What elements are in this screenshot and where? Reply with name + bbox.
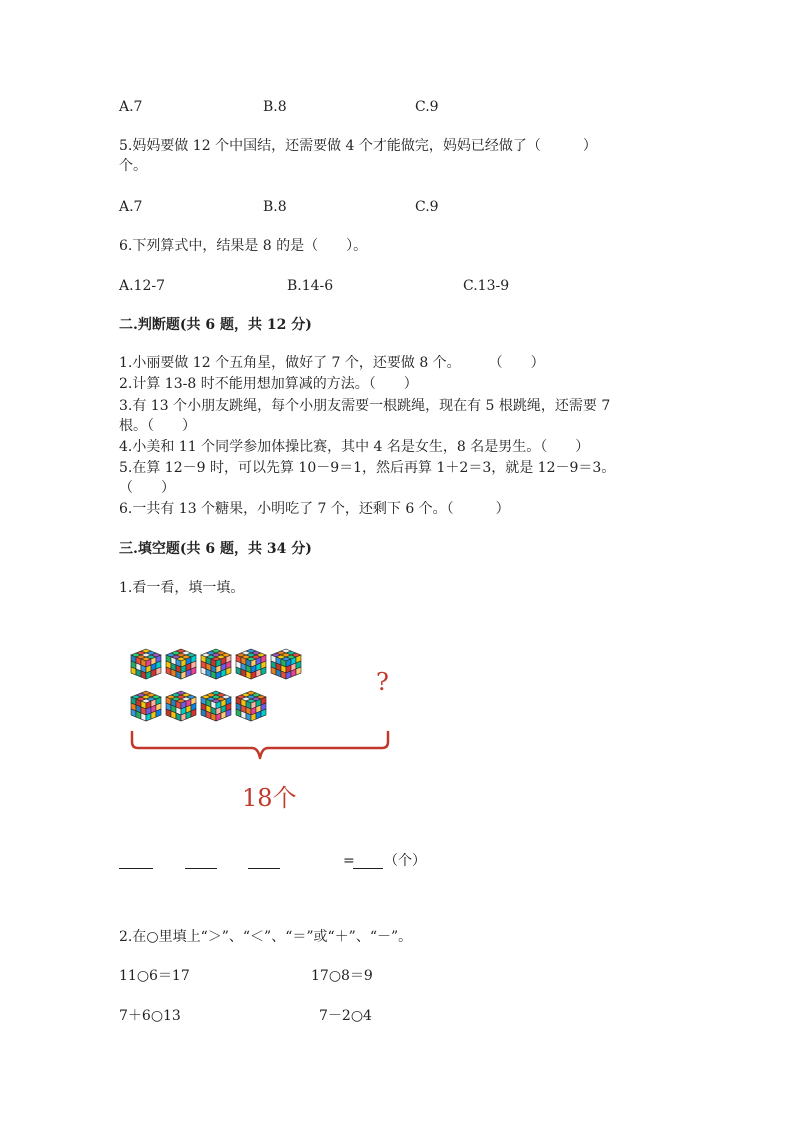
rubiks-cube <box>270 648 302 680</box>
q5-option-a: A.7 <box>119 199 143 215</box>
rubiks-cube <box>235 648 267 680</box>
q4-option-b: B.8 <box>263 99 287 115</box>
answer-equals: = <box>343 853 355 869</box>
section3-title: 三.填空题(共 6 题，共 34 分) <box>119 541 312 557</box>
rubiks-cube <box>235 690 267 722</box>
q6-option-c: C.13-9 <box>463 278 510 294</box>
fill-q1-text: 1.看一看，填一填。 <box>119 580 245 596</box>
fill-q2-item-3: 7＋6○13 <box>119 1008 181 1024</box>
judge-item-2: 2.计算 13-8 时不能用想加算减的方法。（ ） <box>119 376 418 392</box>
fill-q2-item-2: 17○8＝9 <box>311 968 373 984</box>
rubiks-cube <box>200 690 232 722</box>
q5-option-b: B.8 <box>263 199 287 215</box>
q6-option-b: B.14-6 <box>287 278 334 294</box>
question-mark: ? <box>376 668 389 696</box>
q5-text-line2: 个。 <box>119 158 147 174</box>
answer-blank-3[interactable] <box>248 850 280 869</box>
q6-option-a: A.12-7 <box>119 278 166 294</box>
fill-q2-text: 2.在○里填上“＞”、“＜”、“＝”或“＋”、“－”。 <box>119 929 413 945</box>
fill-q2-item-4: 7－2○4 <box>319 1008 372 1024</box>
judge-item-5: 5.在算 12－9 时，可以先算 10－9＝1，然后再算 1＋2＝3，就是 12－9＝3。 <box>119 460 616 476</box>
answer-blank-4[interactable] <box>353 850 383 869</box>
judge-item-1: 1.小丽要做 12 个五角星，做好了 7 个，还要做 8 个。 （ ） <box>119 355 545 371</box>
q5-option-c: C.9 <box>415 199 439 215</box>
judge-item-3-cont: 根。（ ） <box>119 418 196 434</box>
fill-q2-item-1: 11○6＝17 <box>119 968 190 984</box>
judge-item-5-cont: （ ） <box>119 480 175 496</box>
brace <box>128 730 392 762</box>
rubiks-cube <box>130 648 162 680</box>
answer-blank-1[interactable] <box>119 850 153 869</box>
answer-blank-2[interactable] <box>185 850 217 869</box>
q6-text: 6.下列算式中，结果是 8 的是（ ）。 <box>119 238 368 254</box>
judge-item-3: 3.有 13 个小朋友跳绳，每个小朋友需要一根跳绳，现在有 5 根跳绳，还需要 7 <box>119 398 611 414</box>
judge-item-4: 4.小美和 11 个同学参加体操比赛，其中 4 名是女生，8 名是男生。（ ） <box>119 439 590 455</box>
rubiks-cube <box>165 690 197 722</box>
q4-option-c: C.9 <box>415 99 439 115</box>
rubiks-cube <box>200 648 232 680</box>
answer-unit: （个） <box>384 853 426 869</box>
judge-item-6: 6.一共有 13 个糖果，小明吃了 7 个，还剩下 6 个。（ ） <box>119 501 510 517</box>
q4-option-a: A.7 <box>119 99 143 115</box>
rubiks-cube <box>165 648 197 680</box>
total-label: 18个 <box>242 784 297 812</box>
q5-text-line1: 5.妈妈要做 12 个中国结，还需要做 4 个才能做完，妈妈已经做了（ ） <box>119 138 597 154</box>
section2-title: 二.判断题(共 6 题，共 12 分) <box>119 317 312 333</box>
rubiks-cube <box>130 690 162 722</box>
